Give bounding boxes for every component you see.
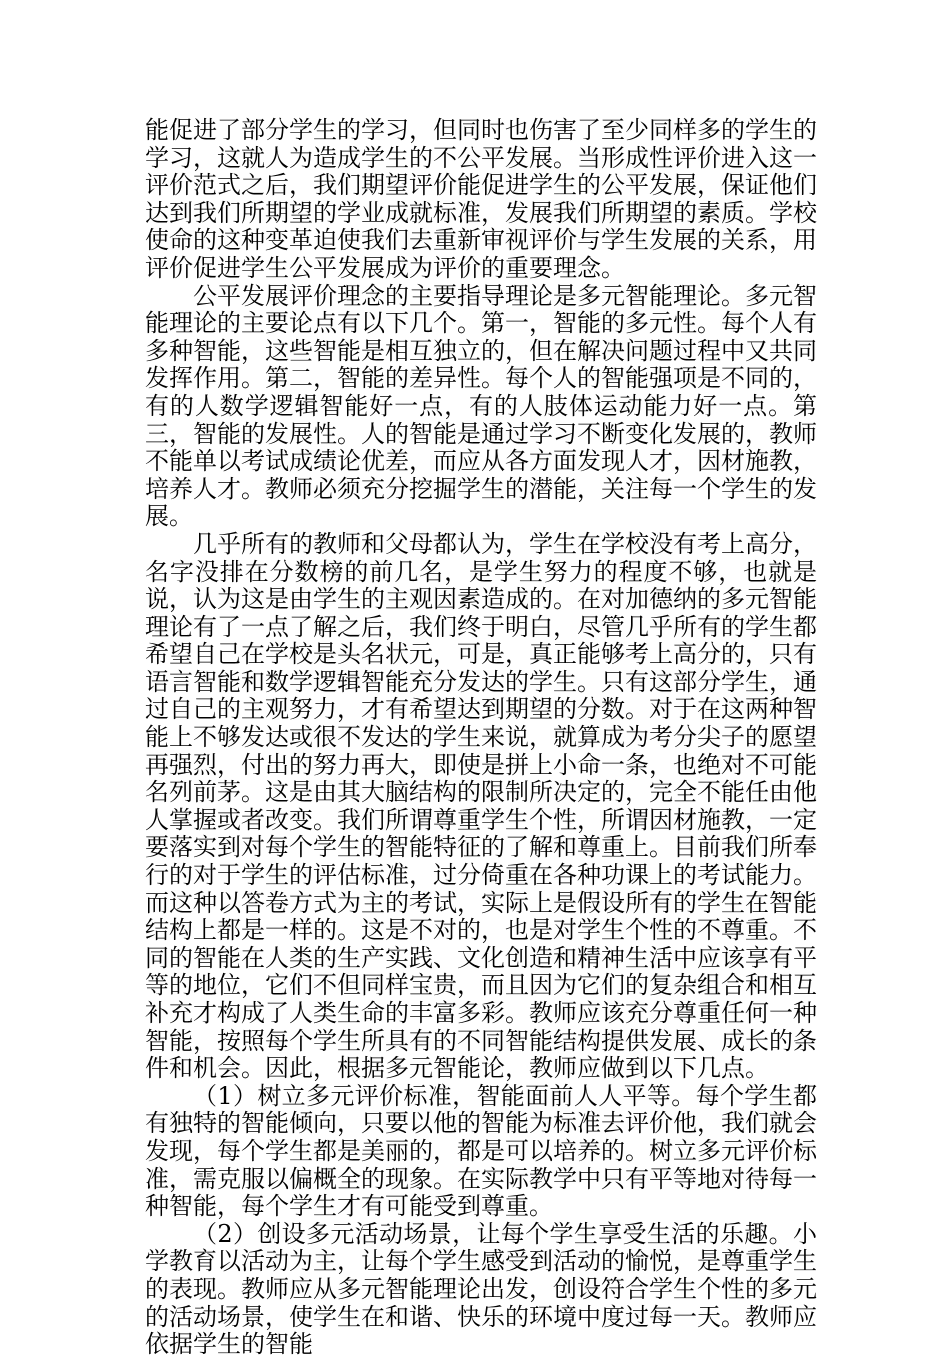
paragraph-2: 公平发展评价理念的主要指导理论是多元智能理论。多元智能理论的主要论点有以下几个。第一，智能的多元性。每个人有多种智能，这些智能是相互独立的，但在解决问题过程中又共同发挥作用。第二，智能的差异性。每个人的智能强项是不同的，有的人数学逻辑智能好一点，有的人肢体运动能力好一点。第三，智能的发展性。人的智能是通过学习不断变化发展的，教师不能单以考试成绩论优差，而应从各方面发现人才，因材施教，培养人才。教师必须充分挖掘学生的潜能，关注每一个学生的发展。 xyxy=(145,281,817,531)
paragraph-3: 几乎所有的教师和父母都认为，学生在学校没有考上高分，名字没排在分数榜的前几名，是学生努力的程度不够，也就是说，认为这是由学生的主观因素造成的。在对加德纳的多元智能理论有了一点了解之后，我们终于明白，尽管几乎所有的学生都希望自己在学校是头名状元，可是，真正能够考上高分的，只有语言智能和数学逻辑智能充分发达的学生。只有这部分学生，通过自己的主观努力，才有希望达到期望的分数。对于在这两种智能上不够发达或很不发达的学生来说，就算成为考分尖子的愿望再强烈，付出的努力再大，即使是拼上小命一条，也绝对不可能名列前茅。这是由其大脑结构的限制所决定的，完全不能任由他人掌握或者改变。我们所谓尊重学生个性，所谓因材施教，一定要落实到对每个学生的智能特征的了解和尊重上。目前我们所奉行的对于学生的评估标准，过分倚重在各种功课上的考试能力。而这种以答卷方式为主的考试，实际上是假设所有的学生在智能结构上都是一样的。这是不对的，也是对学生个性的不尊重。不同的智能在人类的生产实践、文化创造和精神生活中应该享有平等的地位，它们不但同样宝贵，而且因为它们的复杂组合和相互补充才构成了人类生命的丰富多彩。教师应该充分尊重任何一种智能，按照每个学生所具有的不同智能结构提供发展、成长的条件和机会。因此，根据多元智能论，教师应做到以下几点。 xyxy=(145,529,817,1083)
paragraph-5: （2）创设多元活动场景，让每个学生享受生活的乐趣。小学教育以活动为主，让每个学生感受到活动的愉悦，是尊重学生的表现。教师应从多元智能理论出发，创设符合学生个性的多元的活动场景，使学生在和谐、快乐的环境中度过每一天。教师应依据学生的智能 xyxy=(145,1219,817,1359)
body-text xyxy=(145,117,817,1359)
paragraph-4: （1）树立多元评价标准，智能面前人人平等。每个学生都有独特的智能倾向，只要以他的智能为标准去评价他，我们就会发现，每个学生都是美丽的，都是可以培养的。树立多元评价标准，需克服以偏概全的现象。在实际教学中只有平等地对待每一种智能，每个学生才有可能受到尊重。 xyxy=(145,1081,817,1221)
paragraph-1: 能促进了部分学生的学习，但同时也伤害了至少同样多的学生的学习，这就人为造成学生的不公平发展。当形成性评价进入这一评价范式之后，我们期望评价能促进学生的公平发展，保证他们达到我们所期望的学业成就标准，发展我们所期望的素质。学校使命的这种变革迫使我们去重新审视评价与学生发展的关系，用评价促进学生公平发展成为评价的重要理念。 xyxy=(145,116,817,282)
